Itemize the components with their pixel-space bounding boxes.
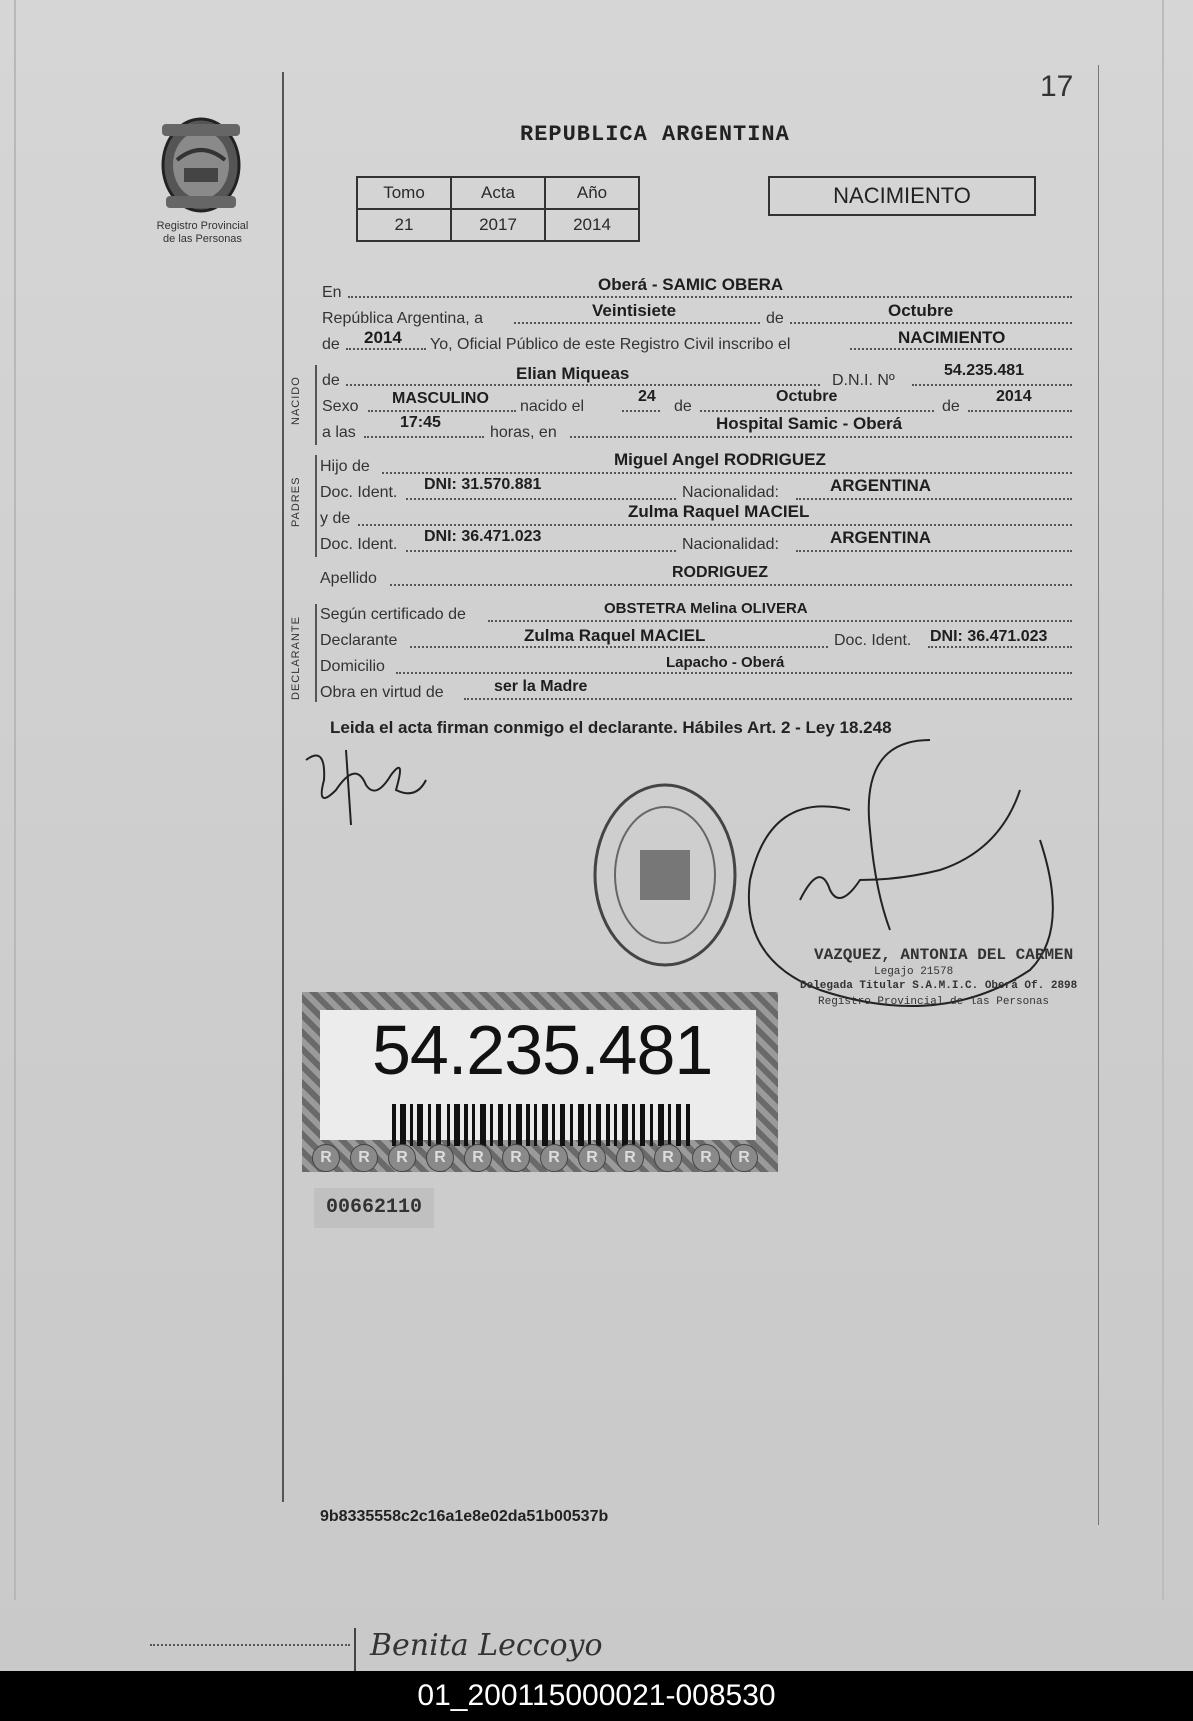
registry-name-line1: Registro Provincial [156, 220, 249, 232]
barcode-label [320, 1010, 756, 1140]
document-hash: 9b8335558c2c16a1e8e02da51b00537b [320, 1508, 609, 1525]
value-acta: 2017 [451, 209, 545, 241]
label-oficial: Yo, Oficial Público de este Registro Civil inscribo el [430, 336, 791, 353]
label-de-name: de [322, 372, 340, 389]
section-label-padres: PADRES [290, 476, 302, 527]
province-emblem-icon [152, 110, 250, 220]
header-acta: Acta [451, 177, 545, 209]
label-obra: Obra en virtud de [320, 684, 444, 701]
tomo-acta-ano-table [356, 176, 640, 242]
official-seal [590, 780, 740, 970]
value-apellido: RODRIGUEZ [672, 564, 768, 581]
scan-footer-id: 01_200115000021-008530 [0, 1671, 1193, 1721]
label-de-year: de [322, 336, 340, 353]
stamp-legajo: Legajo 21578 [874, 966, 954, 978]
label-domicilio: Domicilio [320, 658, 385, 675]
value-doc-declarante: DNI: 36.471.023 [930, 628, 1048, 645]
label-horas: horas, en [490, 424, 557, 441]
value-father-doc: DNI: 31.570.881 [424, 476, 542, 493]
label-nacido-el: nacido el [520, 398, 585, 415]
section-separator [315, 455, 317, 557]
label-dni: D.N.I. Nº [832, 372, 895, 389]
value-birth-month: Octubre [776, 388, 838, 405]
label-doc-father: Doc. Ident. [320, 484, 398, 501]
barcode-icon [392, 1104, 692, 1146]
closing-statement: Leida el acta firman conmigo el declarante. Hábiles Art. 2 - Ley 18.248 [330, 718, 892, 737]
label-republica: República Argentina, a [322, 310, 483, 327]
value-father: Miguel Angel RODRIGUEZ [614, 450, 826, 469]
value-birth-year: 2014 [996, 388, 1032, 405]
value-place: Hospital Samic - Oberá [716, 414, 903, 433]
label-apellido: Apellido [320, 570, 377, 587]
label-declarante: Declarante [320, 632, 398, 649]
value-segun: OBSTETRA Melina OLIVERA [604, 600, 808, 617]
section-separator [315, 365, 317, 445]
official-signature [740, 730, 1070, 1040]
value-mother-nat: ARGENTINA [830, 528, 932, 547]
handwritten-note: Benita Leccoyo [370, 1628, 603, 1663]
label-hijo-de: Hijo de [320, 458, 370, 475]
security-strip: R R R R R R R R R R R R [302, 1144, 788, 1172]
country-heading: REPUBLICA ARGENTINA [520, 122, 790, 147]
registry-name-line2: de las Personas [163, 233, 242, 245]
value-mother: Zulma Raquel MACIEL [628, 502, 810, 521]
fold-line-left [14, 0, 16, 1600]
value-time: 17:45 [400, 414, 441, 431]
value-sexo: MASCULINO [392, 390, 489, 407]
left-margin-line [282, 72, 284, 1502]
bottom-divider [354, 1628, 356, 1671]
dotted-line [150, 1644, 350, 1646]
value-year: 2014 [364, 328, 402, 347]
section-separator [315, 604, 317, 702]
label-de: de [766, 310, 784, 327]
label-sexo: Sexo [322, 398, 359, 415]
value-child-name: Elian Miqueas [516, 364, 630, 383]
value-ano: 2014 [545, 209, 639, 241]
value-birth-day: 24 [638, 388, 656, 405]
value-declarante: Zulma Raquel MACIEL [524, 626, 706, 645]
fold-line-right [1162, 0, 1164, 1600]
value-tomo: 21 [357, 209, 451, 241]
value-month: Octubre [888, 301, 954, 320]
section-label-nacido: NACIDO [290, 376, 302, 425]
section-label-declarante: DECLARANTE [290, 616, 302, 700]
value-obra: ser la Madre [494, 678, 588, 695]
stamp-official-name: VAZQUEZ, ANTONIA DEL CARMEN [814, 946, 1074, 964]
barcode-number: 54.235.481 [372, 1011, 713, 1089]
label-de-year2: de [942, 398, 960, 415]
serial-number-sticker: 00662110 [314, 1188, 434, 1228]
value-inscribe: NACIMIENTO [898, 328, 1006, 347]
value-father-nat: ARGENTINA [830, 476, 932, 495]
registry-name [140, 220, 265, 246]
label-nac-father: Nacionalidad: [682, 484, 779, 501]
label-nac-mother: Nacionalidad: [682, 536, 779, 553]
doc-type-box: NACIMIENTO [768, 176, 1036, 216]
label-y-de: y de [320, 510, 351, 527]
label-doc-declarante: Doc. Ident. [834, 632, 912, 649]
label-en: En [322, 284, 342, 301]
header-tomo: Tomo [357, 177, 451, 209]
stamp-org: Registro Provincial de las Personas [818, 996, 1050, 1008]
label-de-month: de [674, 398, 692, 415]
stamp-role: Delegada Titular S.A.M.I.C. Oberá Of. 2898 [800, 980, 1078, 992]
row-en [322, 284, 342, 306]
right-margin-line [1098, 65, 1099, 1525]
label-segun: Según certificado de [320, 606, 466, 623]
label-alas: a las [322, 424, 356, 441]
page-number: 17 [1040, 70, 1074, 103]
value-domicilio: Lapacho - Oberá [666, 654, 785, 671]
barcode-sticker [302, 992, 778, 1172]
value-en: Oberá - SAMIC OBERA [598, 275, 784, 294]
value-day: Veintisiete [592, 301, 677, 320]
declarant-signature [296, 740, 436, 830]
header-ano: Año [545, 177, 639, 209]
value-dni: 54.235.481 [944, 362, 1025, 379]
label-doc-mother: Doc. Ident. [320, 536, 398, 553]
value-mother-doc: DNI: 36.471.023 [424, 528, 542, 545]
